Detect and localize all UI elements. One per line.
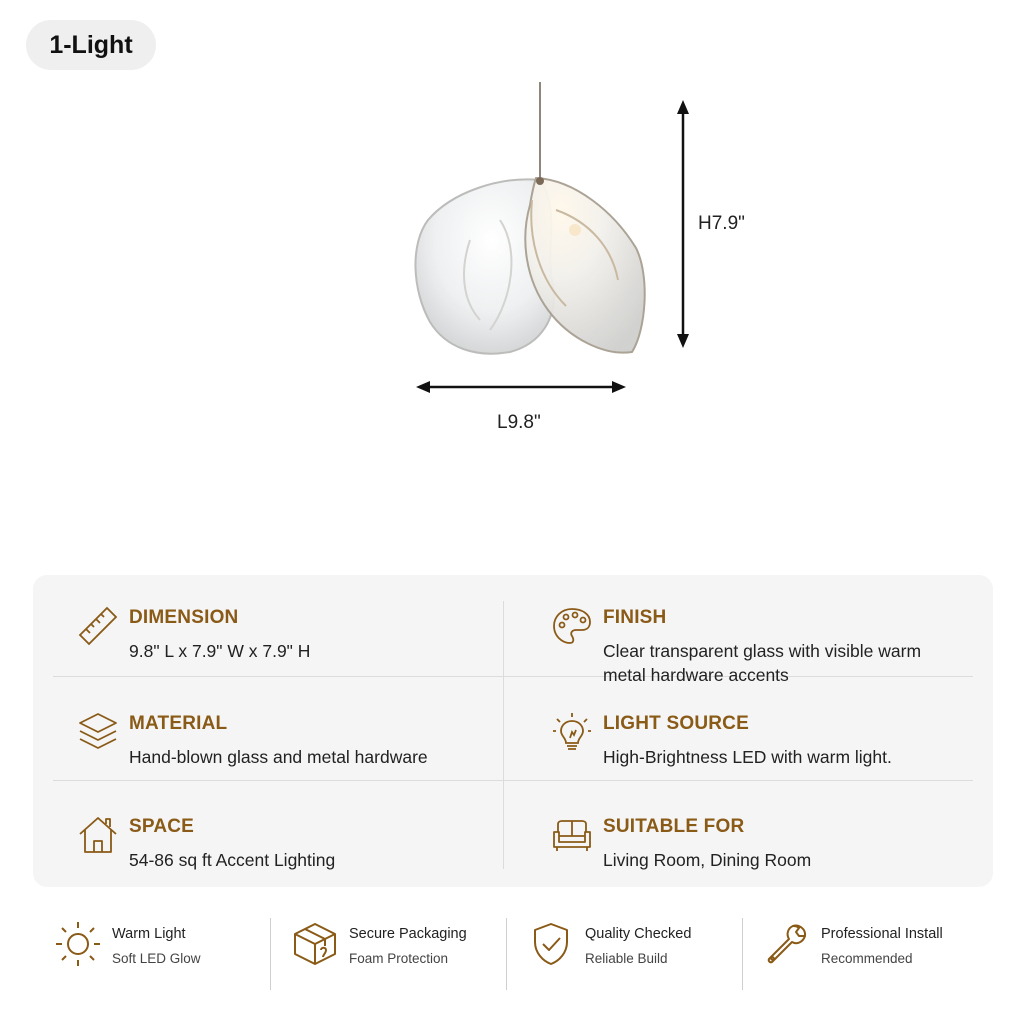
feature-title: Quality Checked: [585, 926, 692, 942]
spec-value: Hand-blown glass and metal hardware: [129, 747, 428, 767]
spec-title: SPACE: [129, 816, 195, 837]
spec-title: SUITABLE FOR: [603, 816, 745, 837]
wrench-icon: [763, 920, 811, 968]
shield-check-icon: [527, 920, 575, 968]
spec-value: Living Room, Dining Room: [603, 850, 812, 870]
spec-value: High-Brightness LED with warm light.: [603, 747, 892, 767]
feature-subtitle: Recommended: [821, 951, 913, 966]
spec-panel: [33, 575, 993, 887]
spec-title: LIGHT SOURCE: [603, 713, 749, 734]
spec-value: Clear transparent glass with visible warm metal hardware accents: [603, 641, 922, 685]
sofa-icon: [551, 814, 593, 856]
divider: [503, 601, 504, 869]
divider: [506, 918, 507, 990]
feature-subtitle: Soft LED Glow: [112, 951, 201, 966]
spec-title: DIMENSION: [129, 607, 239, 628]
height-label: H7.9": [698, 213, 745, 234]
sun-icon: [54, 920, 102, 968]
feature-title: Secure Packaging: [349, 926, 467, 942]
layers-icon: [77, 711, 119, 753]
package-icon: [291, 920, 339, 968]
divider: [53, 780, 973, 781]
length-label: L9.8": [497, 412, 541, 433]
feature-subtitle: Foam Protection: [349, 951, 449, 966]
variant-badge: 1-Light: [26, 20, 156, 70]
spec-title: MATERIAL: [129, 713, 228, 734]
divider: [742, 918, 743, 990]
divider: [270, 918, 271, 990]
feature-title: Warm Light: [112, 926, 186, 942]
feature-title: Professional Install: [821, 926, 943, 942]
spec-value: 54-86 sq ft Accent Lighting: [129, 850, 336, 870]
ruler-icon: [77, 605, 119, 647]
bulb-icon: [551, 711, 593, 753]
house-icon: [77, 814, 119, 856]
spec-title: FINISH: [603, 607, 667, 628]
spec-value: 9.8" L x 7.9" W x 7.9" H: [129, 641, 311, 661]
feature-subtitle: Reliable Build: [585, 951, 668, 966]
palette-icon: [551, 605, 593, 647]
